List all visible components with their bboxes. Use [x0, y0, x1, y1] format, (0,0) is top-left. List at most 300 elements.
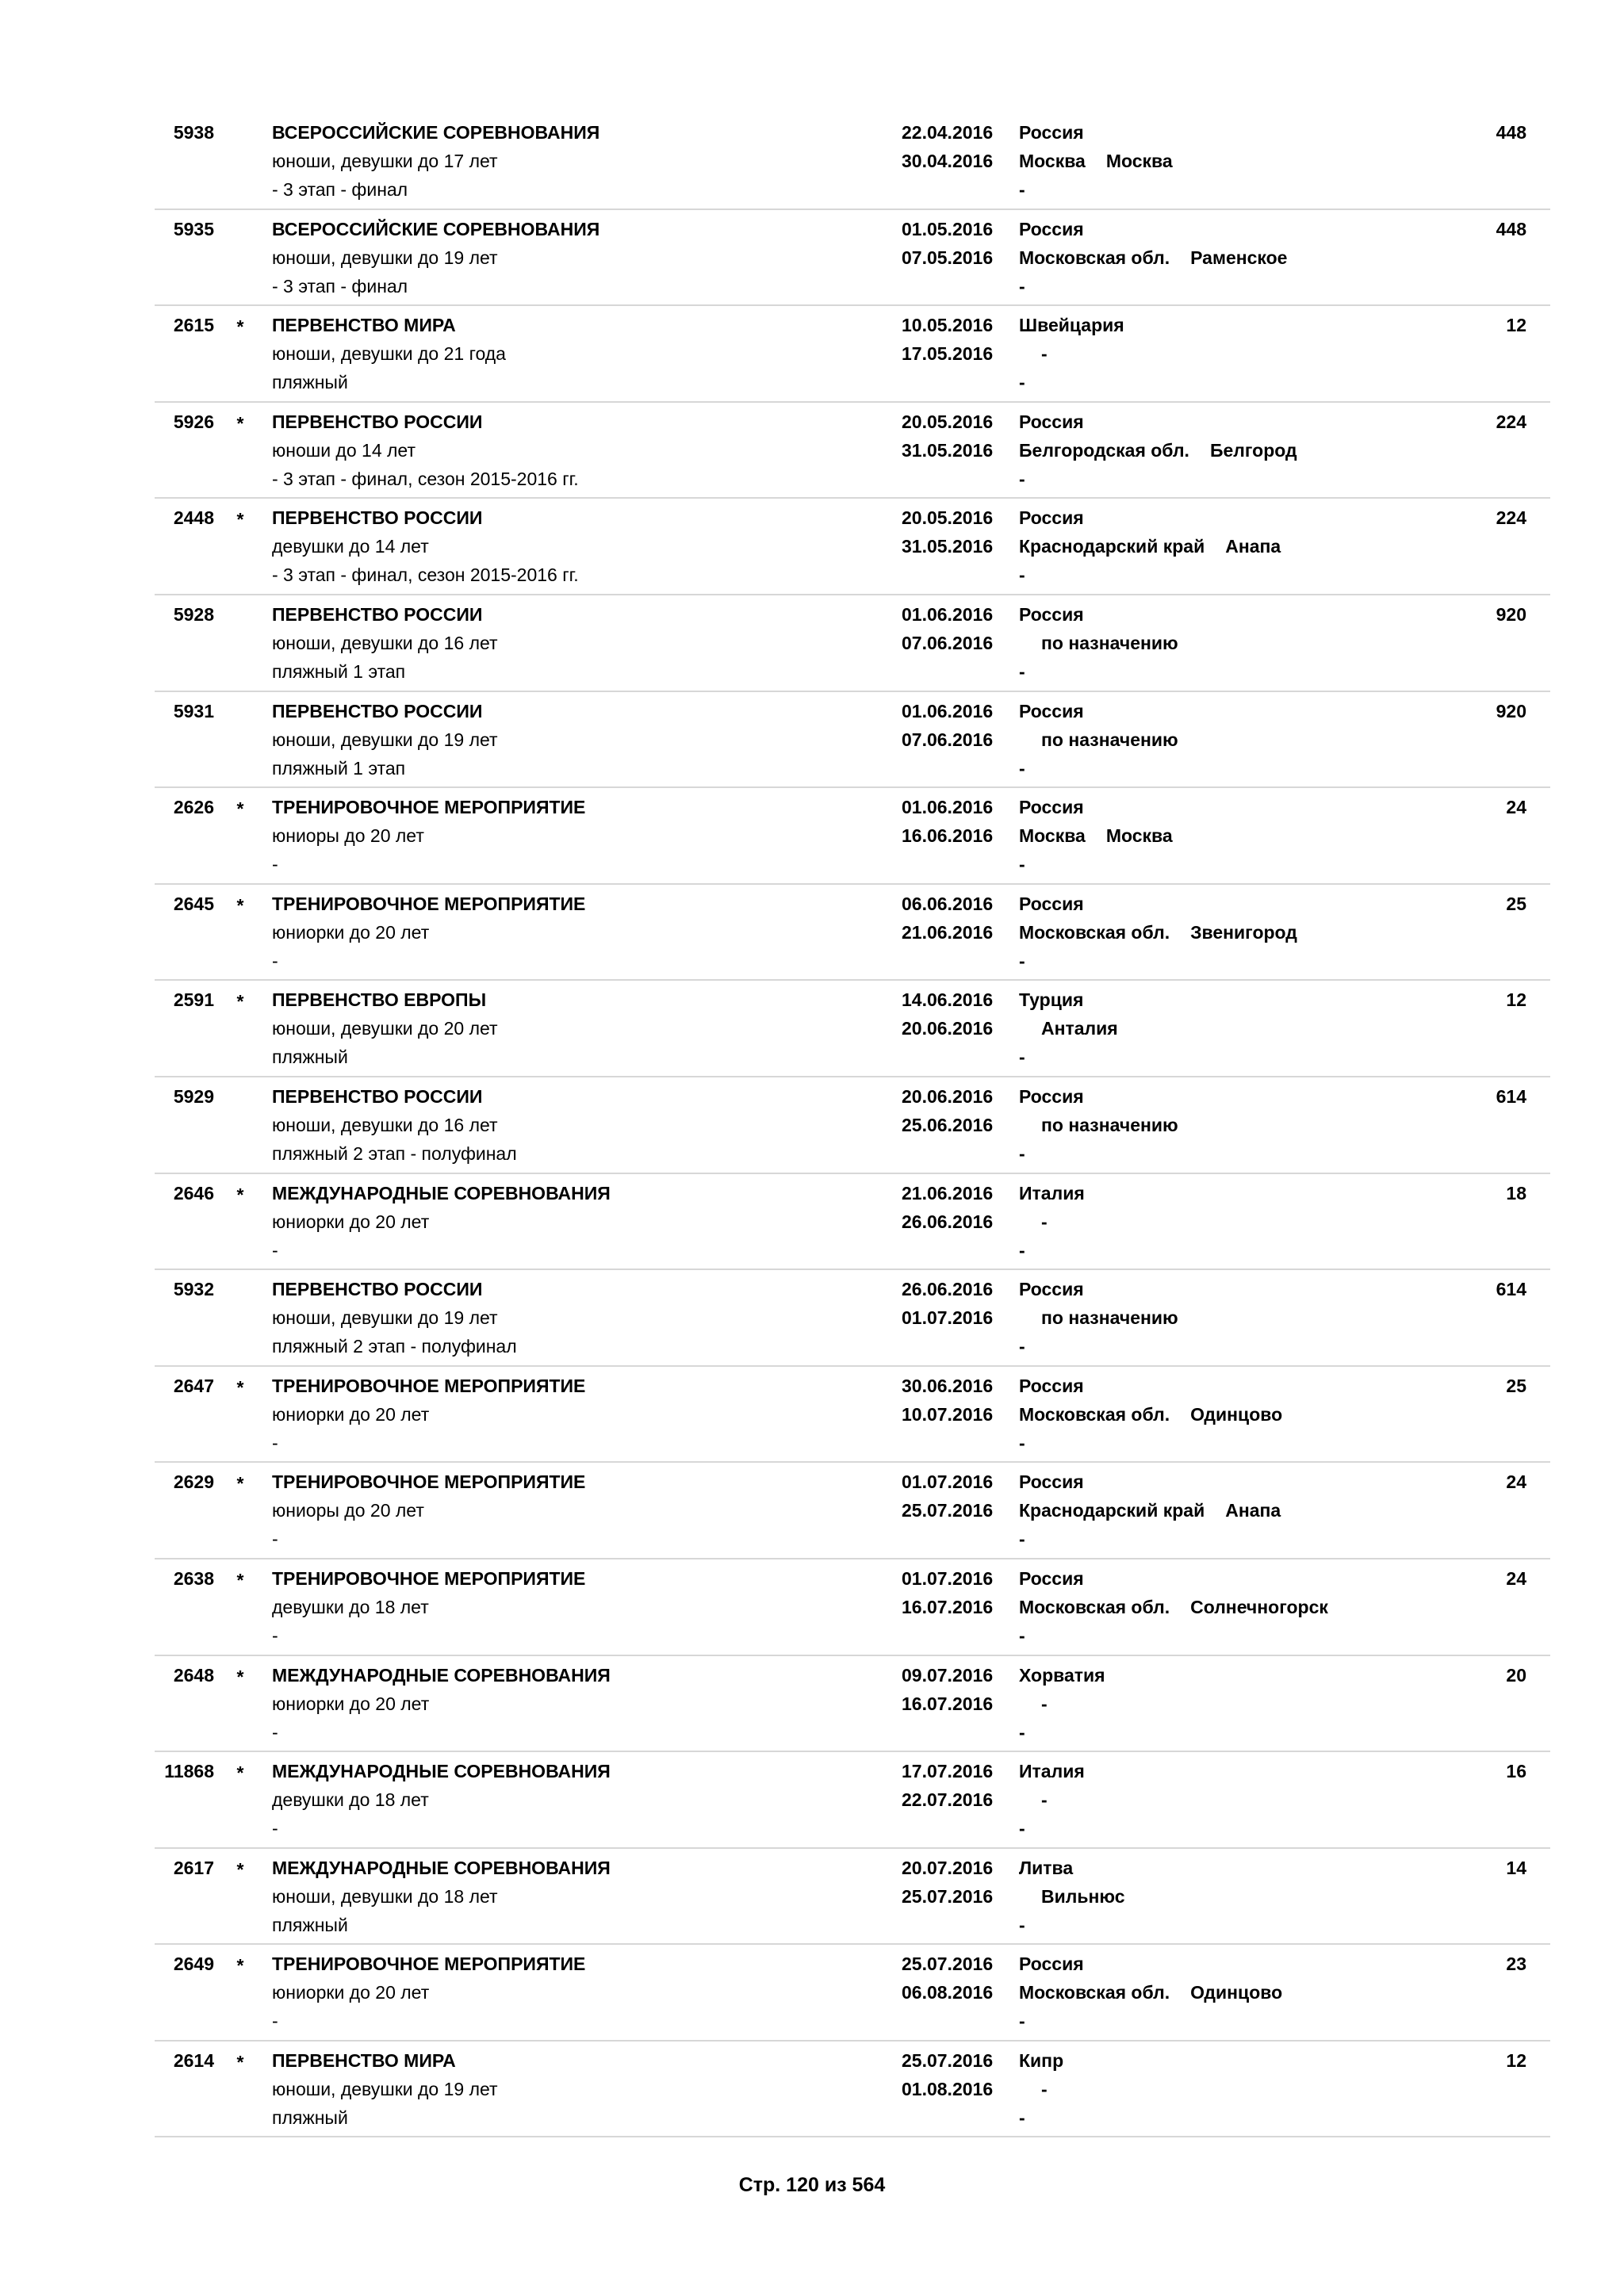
event-location — [1019, 503, 1281, 589]
participant-count: 24 — [1506, 1567, 1526, 1589]
event-category: юноши, девушки до 20 лет — [272, 1018, 498, 1039]
date-end: 17.05.2016 — [902, 343, 994, 365]
event-note: - 3 этап - финал — [272, 179, 408, 200]
event-category: юниоры до 20 лет — [272, 825, 424, 847]
location-extra: - — [1019, 1624, 1025, 1646]
date-start: 14.06.2016 — [902, 989, 994, 1011]
event-title: ПЕРВЕНСТВО РОССИИ — [272, 603, 483, 625]
event-row — [155, 210, 1550, 307]
event-id: 5935 — [173, 218, 214, 239]
event-dates — [902, 697, 993, 754]
location-country: Хорватия — [1019, 1664, 1105, 1686]
event-description — [272, 1661, 611, 1747]
event-note: - — [272, 1239, 278, 1261]
location-region: Московская обл. — [1019, 921, 1170, 943]
event-location — [1019, 1275, 1178, 1360]
location-country: Россия — [1019, 603, 1084, 625]
event-dates — [902, 985, 993, 1043]
event-category: юноши, девушки до 19 лет — [272, 2078, 498, 2099]
event-location — [1019, 1179, 1085, 1265]
event-list — [155, 113, 1550, 2137]
event-description — [272, 793, 585, 878]
event-star-marker: * — [236, 1376, 244, 1398]
location-region: Белгородская обл. — [1019, 439, 1189, 461]
date-start: 01.06.2016 — [902, 700, 994, 721]
event-location — [1019, 2046, 1063, 2132]
location-extra: - — [1019, 660, 1025, 682]
date-end: 25.07.2016 — [902, 1885, 994, 1907]
event-dates — [902, 1757, 993, 1814]
event-note: - — [272, 1721, 278, 1743]
event-row — [155, 306, 1550, 403]
event-title: МЕЖДУНАРОДНЫЕ СОРЕВНОВАНИЯ — [272, 1182, 611, 1203]
event-star-marker: * — [236, 1955, 244, 1976]
event-row — [155, 499, 1550, 595]
event-star-marker: * — [236, 509, 244, 530]
event-id: 2629 — [173, 1471, 214, 1493]
event-title: ПЕРВЕНСТВО РОССИИ — [272, 700, 483, 721]
event-description — [272, 1950, 585, 2035]
date-end: 30.04.2016 — [902, 151, 994, 171]
event-category: юноши до 14 лет — [272, 439, 416, 461]
location-place — [1019, 1303, 1178, 1332]
event-row — [155, 595, 1550, 692]
event-id: 2591 — [173, 989, 214, 1011]
event-note: - — [272, 854, 278, 875]
event-title: ПЕРВЕНСТВО ЕВРОПЫ — [272, 989, 487, 1011]
date-start: 01.05.2016 — [902, 218, 994, 239]
event-location — [1019, 1950, 1282, 2035]
event-note: пляжный 2 этап - полуфинал — [272, 1336, 517, 1357]
event-star-marker: * — [236, 1184, 244, 1205]
date-start: 22.04.2016 — [902, 122, 994, 143]
date-start: 10.05.2016 — [902, 315, 994, 336]
event-star-marker: * — [236, 316, 244, 338]
event-location — [1019, 697, 1178, 783]
event-star-marker: * — [236, 1858, 244, 1880]
event-note: - 3 этап - финал — [272, 275, 408, 297]
event-id: 2645 — [173, 893, 214, 914]
event-category: юноши, девушки до 19 лет — [272, 247, 498, 268]
location-place — [1019, 147, 1173, 175]
location-place — [1019, 1111, 1178, 1139]
date-start: 01.07.2016 — [902, 1567, 994, 1589]
event-row — [155, 2042, 1550, 2138]
location-city: по назначению — [1041, 729, 1178, 750]
participant-count: 224 — [1496, 411, 1526, 432]
event-category: юниоры до 20 лет — [272, 1500, 424, 1521]
date-start: 30.06.2016 — [902, 1375, 994, 1396]
event-title: ПЕРВЕНСТВО РОССИИ — [272, 1279, 483, 1300]
location-place — [1019, 725, 1178, 754]
participant-count: 20 — [1506, 1664, 1526, 1686]
event-dates — [902, 1082, 993, 1139]
event-category: юниорки до 20 лет — [272, 921, 430, 943]
event-dates — [902, 1372, 993, 1429]
event-location — [1019, 1757, 1085, 1843]
participant-count: 14 — [1506, 1857, 1526, 1878]
event-location — [1019, 311, 1124, 396]
location-city: Анапа — [1225, 536, 1281, 557]
event-dates — [902, 793, 993, 850]
participant-count: 24 — [1506, 797, 1526, 818]
event-location — [1019, 890, 1297, 975]
event-title: МЕЖДУНАРОДНЫЕ СОРЕВНОВАНИЯ — [272, 1857, 611, 1878]
participant-count: 18 — [1506, 1182, 1526, 1203]
location-country: Турция — [1019, 989, 1084, 1011]
event-category: юниорки до 20 лет — [272, 1403, 430, 1425]
location-extra: - — [1019, 1142, 1025, 1164]
event-note: - — [272, 1529, 278, 1550]
event-description — [272, 118, 599, 204]
event-id: 2626 — [173, 797, 214, 818]
location-city: Раменское — [1190, 247, 1288, 268]
location-place — [1019, 918, 1297, 947]
date-end: 25.07.2016 — [902, 1500, 994, 1521]
date-start: 25.07.2016 — [902, 2049, 994, 2071]
location-city: Одинцово — [1190, 1982, 1283, 2003]
date-start: 21.06.2016 — [902, 1182, 994, 1203]
location-city: Звенигород — [1190, 921, 1297, 943]
event-category: юноши, девушки до 17 лет — [272, 151, 498, 171]
location-region: Москва — [1019, 151, 1086, 171]
location-place — [1019, 1785, 1085, 1814]
event-description — [272, 890, 585, 975]
event-row — [155, 113, 1550, 210]
event-star-marker: * — [236, 798, 244, 820]
event-description — [272, 1854, 611, 1939]
date-start: 26.06.2016 — [902, 1279, 994, 1300]
date-end: 25.06.2016 — [902, 1114, 994, 1135]
location-country: Россия — [1019, 700, 1084, 721]
date-end: 21.06.2016 — [902, 921, 994, 943]
event-note: пляжный 2 этап - полуфинал — [272, 1142, 517, 1164]
location-region: Москва — [1019, 825, 1086, 847]
event-description — [272, 503, 579, 589]
event-description — [272, 1082, 517, 1168]
event-id: 2649 — [173, 1954, 214, 1975]
event-id: 2614 — [173, 2049, 214, 2071]
event-row — [155, 1752, 1550, 1849]
location-region: Московская обл. — [1019, 1596, 1170, 1617]
event-row — [155, 1945, 1550, 2042]
event-title: ТРЕНИРОВОЧНОЕ МЕРОПРИЯТИЕ — [272, 1375, 586, 1396]
event-row — [155, 1270, 1550, 1367]
location-city: Одинцово — [1190, 1403, 1283, 1425]
participant-count: 920 — [1496, 700, 1526, 721]
event-description — [272, 2046, 498, 2132]
location-city: Москва — [1105, 825, 1173, 847]
location-country: Италия — [1019, 1182, 1085, 1203]
location-city: - — [1041, 2078, 1048, 2099]
event-star-marker: * — [236, 1473, 244, 1494]
location-country: Кипр — [1019, 2049, 1064, 2071]
event-id: 2617 — [173, 1857, 214, 1878]
location-country: Россия — [1019, 507, 1084, 529]
event-row — [155, 1849, 1550, 1946]
date-end: 10.07.2016 — [902, 1403, 994, 1425]
participant-count: 23 — [1506, 1954, 1526, 1975]
event-note: пляжный — [272, 372, 348, 393]
date-start: 01.06.2016 — [902, 603, 994, 625]
page-footer: Стр. 120 из 564 — [738, 2174, 886, 2196]
event-row — [155, 788, 1550, 885]
location-place — [1019, 1496, 1281, 1525]
location-extra: - — [1019, 854, 1025, 875]
location-city: - — [1041, 1789, 1048, 1811]
location-extra: - — [1019, 275, 1025, 297]
location-place — [1019, 821, 1173, 850]
event-note: - — [272, 950, 278, 971]
location-city: Анапа — [1225, 1500, 1281, 1521]
location-country: Италия — [1019, 1761, 1085, 1782]
date-end: 07.06.2016 — [902, 632, 994, 653]
event-id: 2638 — [173, 1567, 214, 1589]
date-end: 01.07.2016 — [902, 1307, 994, 1329]
event-id: 5926 — [173, 411, 214, 432]
event-category: девушки до 18 лет — [272, 1596, 429, 1617]
event-category: юноши, девушки до 16 лет — [272, 1114, 498, 1135]
location-country: Россия — [1019, 411, 1084, 432]
event-dates — [902, 2046, 993, 2103]
event-category: юниорки до 20 лет — [272, 1982, 430, 2003]
location-country: Россия — [1019, 1085, 1084, 1107]
participant-count: 25 — [1506, 1375, 1526, 1396]
location-region: Московская обл. — [1019, 247, 1170, 268]
event-id: 5928 — [173, 603, 214, 625]
event-category: юниорки до 20 лет — [272, 1211, 430, 1232]
event-title: ВСЕРОССИЙСКИЕ СОРЕВНОВАНИЯ — [272, 218, 600, 239]
date-start: 20.07.2016 — [902, 1857, 994, 1878]
event-dates — [902, 408, 993, 465]
event-title: ВСЕРОССИЙСКИЕ СОРЕВНОВАНИЯ — [272, 122, 600, 143]
event-description — [272, 1372, 585, 1457]
event-row — [155, 885, 1550, 982]
event-description — [272, 408, 579, 493]
event-dates — [902, 1275, 993, 1332]
event-dates — [902, 118, 993, 175]
event-dates — [902, 1950, 993, 2007]
event-star-marker: * — [236, 1762, 244, 1784]
event-note: - 3 этап - финал, сезон 2015-2016 гг. — [272, 564, 579, 586]
date-start: 20.06.2016 — [902, 1085, 994, 1107]
event-category: юноши, девушки до 16 лет — [272, 632, 498, 653]
event-title: ТРЕНИРОВОЧНОЕ МЕРОПРИЯТИЕ — [272, 1567, 586, 1589]
event-category: юноши, девушки до 21 года — [272, 343, 506, 365]
location-extra: - — [1019, 1529, 1025, 1550]
location-place — [1019, 1978, 1282, 2007]
date-start: 17.07.2016 — [902, 1761, 994, 1782]
event-row — [155, 1463, 1550, 1559]
event-id: 5931 — [173, 700, 214, 721]
event-id: 2615 — [173, 315, 214, 336]
event-category: юниорки до 20 лет — [272, 1693, 430, 1714]
location-city: по назначению — [1041, 1114, 1178, 1135]
date-end: 16.07.2016 — [902, 1693, 994, 1714]
event-star-marker: * — [236, 1569, 244, 1590]
location-place — [1019, 1400, 1282, 1429]
location-extra: - — [1019, 2107, 1025, 2128]
location-extra: - — [1019, 757, 1025, 779]
event-row — [155, 1367, 1550, 1464]
event-location — [1019, 1082, 1178, 1168]
location-country: Россия — [1019, 1954, 1084, 1975]
event-dates — [902, 503, 993, 561]
location-region: Московская обл. — [1019, 1403, 1170, 1425]
event-title: МЕЖДУНАРОДНЫЕ СОРЕВНОВАНИЯ — [272, 1664, 611, 1686]
location-region: Краснодарский край — [1019, 1500, 1205, 1521]
event-id: 2448 — [173, 507, 214, 529]
event-star-marker: * — [236, 2051, 244, 2072]
event-location — [1019, 1564, 1328, 1650]
location-country: Россия — [1019, 893, 1084, 914]
event-row — [155, 1077, 1550, 1174]
event-location — [1019, 793, 1173, 878]
location-city: - — [1041, 343, 1048, 365]
location-city: - — [1041, 1211, 1048, 1232]
participant-count: 24 — [1506, 1471, 1526, 1493]
event-title: ПЕРВЕНСТВО МИРА — [272, 2049, 456, 2071]
event-description — [272, 215, 599, 300]
event-dates — [902, 311, 993, 368]
event-location — [1019, 985, 1118, 1071]
event-location — [1019, 1661, 1105, 1747]
date-end: 06.08.2016 — [902, 1982, 994, 2003]
location-extra: - — [1019, 2011, 1025, 2032]
participant-count: 16 — [1506, 1761, 1526, 1782]
location-extra: - — [1019, 1336, 1025, 1357]
event-dates — [902, 600, 993, 657]
participant-count: 12 — [1506, 989, 1526, 1011]
participant-count: 12 — [1506, 315, 1526, 336]
location-extra: - — [1019, 1914, 1025, 1935]
event-category: юноши, девушки до 19 лет — [272, 729, 498, 750]
event-dates — [902, 215, 993, 272]
event-row — [155, 981, 1550, 1077]
event-description — [272, 1179, 611, 1265]
participant-count: 12 — [1506, 2049, 1526, 2071]
location-place — [1019, 1014, 1118, 1043]
event-row — [155, 403, 1550, 499]
event-star-marker: * — [236, 1666, 244, 1687]
event-star-marker: * — [236, 894, 244, 916]
event-description — [272, 697, 498, 783]
date-end: 31.05.2016 — [902, 536, 994, 557]
location-place — [1019, 436, 1297, 465]
location-place — [1019, 1207, 1085, 1236]
event-location — [1019, 1468, 1281, 1553]
location-country: Россия — [1019, 122, 1084, 143]
participant-count: 614 — [1496, 1279, 1526, 1300]
event-note: - — [272, 1432, 278, 1453]
event-id: 5932 — [173, 1279, 214, 1300]
location-extra: - — [1019, 1818, 1025, 1839]
date-start: 09.07.2016 — [902, 1664, 994, 1686]
date-start: 06.06.2016 — [902, 893, 994, 914]
location-city: Москва — [1105, 151, 1173, 171]
location-extra: - — [1019, 1721, 1025, 1743]
location-country: Россия — [1019, 1567, 1084, 1589]
location-city: Анталия — [1041, 1018, 1118, 1039]
event-category: юноши, девушки до 19 лет — [272, 1307, 498, 1329]
event-title: ТРЕНИРОВОЧНОЕ МЕРОПРИЯТИЕ — [272, 1471, 586, 1493]
date-end: 07.06.2016 — [902, 729, 994, 750]
location-place — [1019, 339, 1124, 368]
event-dates — [902, 1564, 993, 1621]
event-star-marker: * — [236, 991, 244, 1012]
location-city: Солнечногорск — [1190, 1596, 1328, 1617]
location-place — [1019, 1689, 1105, 1718]
event-location — [1019, 118, 1173, 204]
date-end: 26.06.2016 — [902, 1211, 994, 1232]
event-location — [1019, 1854, 1125, 1939]
event-description — [272, 1468, 585, 1553]
location-extra: - — [1019, 564, 1025, 586]
location-country: Литва — [1019, 1857, 1074, 1878]
location-place — [1019, 1593, 1328, 1621]
date-end: 16.06.2016 — [902, 825, 994, 847]
event-location — [1019, 215, 1287, 300]
date-end: 22.07.2016 — [902, 1789, 994, 1811]
event-note: пляжный 1 этап — [272, 660, 406, 682]
event-location — [1019, 1372, 1282, 1457]
location-extra: - — [1019, 468, 1025, 489]
event-dates — [902, 1661, 993, 1718]
event-row — [155, 692, 1550, 789]
location-country: Россия — [1019, 1279, 1084, 1300]
location-country: Россия — [1019, 1471, 1084, 1493]
event-note: пляжный — [272, 2107, 348, 2128]
location-region: Краснодарский край — [1019, 536, 1205, 557]
participant-count: 25 — [1506, 893, 1526, 914]
location-place — [1019, 243, 1287, 272]
date-end: 31.05.2016 — [902, 439, 994, 461]
event-description — [272, 1564, 585, 1650]
location-city: - — [1041, 1693, 1048, 1714]
location-place — [1019, 629, 1178, 657]
event-id: 5938 — [173, 122, 214, 143]
date-end: 01.08.2016 — [902, 2078, 994, 2099]
participant-count: 448 — [1496, 122, 1526, 143]
event-id: 2648 — [173, 1664, 214, 1686]
event-title: МЕЖДУНАРОДНЫЕ СОРЕВНОВАНИЯ — [272, 1761, 611, 1782]
location-extra: - — [1019, 372, 1025, 393]
event-description — [272, 600, 498, 686]
event-id: 5929 — [173, 1085, 214, 1107]
location-city: Вильнюс — [1041, 1885, 1125, 1907]
location-country: Россия — [1019, 218, 1084, 239]
location-region: Московская обл. — [1019, 1982, 1170, 2003]
event-id: 11868 — [164, 1761, 214, 1782]
event-dates — [902, 1854, 993, 1911]
event-note: пляжный — [272, 1047, 348, 1068]
location-extra: - — [1019, 1047, 1025, 1068]
event-note: - — [272, 2011, 278, 2032]
event-location — [1019, 600, 1178, 686]
event-title: ПЕРВЕНСТВО РОССИИ — [272, 507, 483, 529]
participant-count: 448 — [1496, 218, 1526, 239]
date-start: 01.07.2016 — [902, 1471, 994, 1493]
event-location — [1019, 408, 1297, 493]
event-note: пляжный — [272, 1914, 348, 1935]
date-end: 07.05.2016 — [902, 247, 994, 268]
participant-count: 224 — [1496, 507, 1526, 529]
location-country: Россия — [1019, 1375, 1084, 1396]
date-start: 20.05.2016 — [902, 411, 994, 432]
location-extra: - — [1019, 1432, 1025, 1453]
location-city: по назначению — [1041, 1307, 1178, 1329]
date-start: 01.06.2016 — [902, 797, 994, 818]
